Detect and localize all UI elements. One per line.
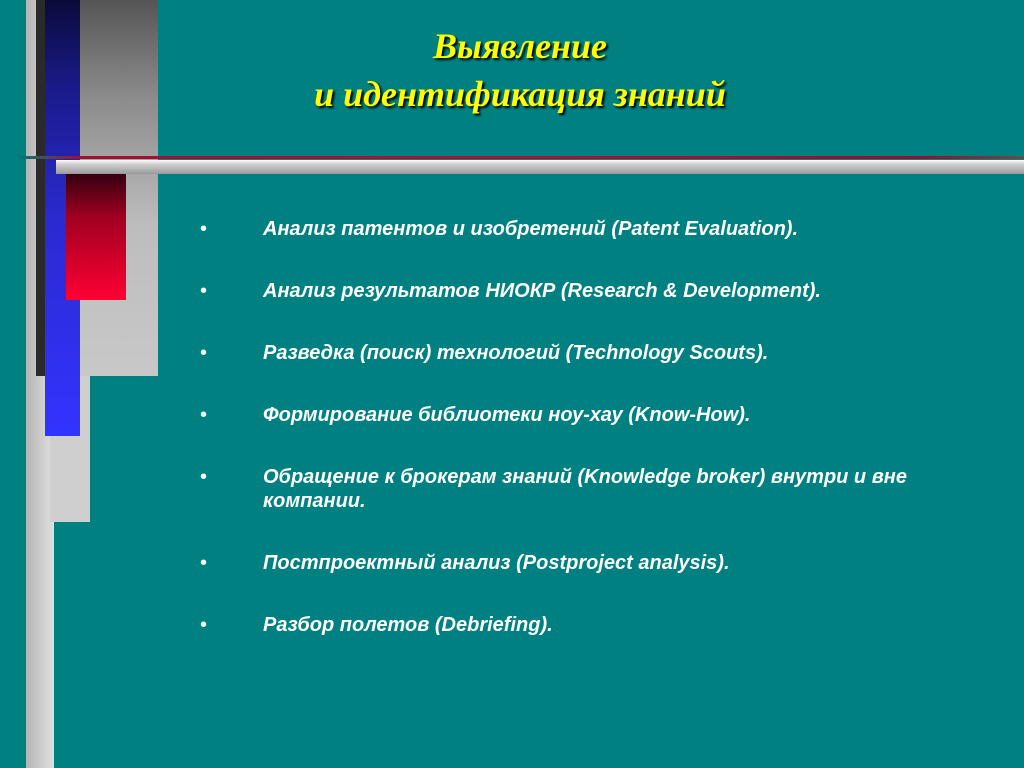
slide-title	[200, 22, 840, 118]
slide-title-line-2: и идентификация знаний	[314, 74, 726, 114]
bullet-icon: •	[200, 404, 208, 426]
slide-title-line-1: Выявление	[432, 26, 608, 66]
bullet-icon: •	[200, 280, 208, 302]
list-item	[200, 279, 1000, 303]
list-item	[200, 613, 1000, 637]
list-item-text: Обращение к брокерам знаний (Knowledge broker) внутри и вне компании.	[263, 466, 907, 512]
title-divider-red	[18, 156, 1024, 159]
list-item-text: Анализ результатов НИОКР (Research & Development).	[263, 280, 821, 302]
list-item-text: Анализ патентов и изобретений (Patent Evaluation).	[263, 218, 799, 240]
bullet-icon: •	[200, 218, 208, 240]
bullet-icon: •	[200, 552, 208, 574]
list-item	[200, 341, 1000, 365]
bullet-icon: •	[200, 466, 208, 488]
bullet-icon: •	[200, 342, 208, 364]
list-item-text: Формирование библиотеки ноу-хау (Know-How).	[263, 404, 751, 426]
deco-red-block	[66, 172, 126, 300]
title-divider-grey	[56, 160, 1024, 174]
list-item-text: Постпроектный анализ (Postproject analysis).	[263, 552, 730, 574]
bullet-icon: •	[200, 614, 208, 636]
list-item	[200, 465, 913, 513]
list-item-text: Разбор полетов (Debriefing).	[263, 614, 553, 636]
bullet-list	[200, 217, 1000, 675]
list-item	[200, 217, 1000, 241]
list-item	[200, 403, 1000, 427]
list-item	[200, 551, 1000, 575]
list-item-text: Разведка (поиск) технологий (Technology Scouts).	[263, 342, 769, 364]
